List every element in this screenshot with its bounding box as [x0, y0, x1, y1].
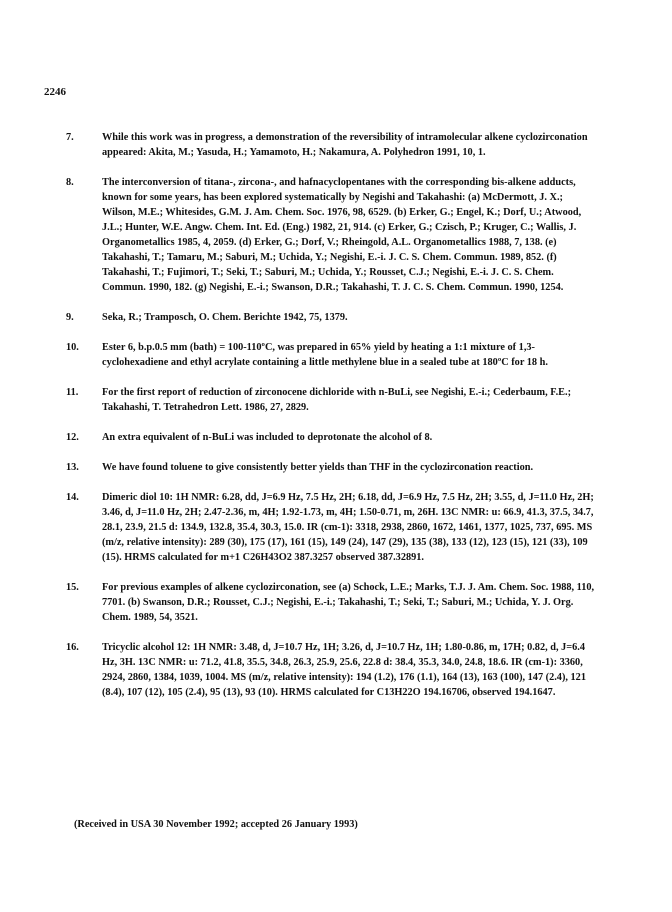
- footnote-text: While this work was in progress, a demonstration of the reversibility of intramolecular alkene cyclozirconation appeared: Akita, M.; Yasuda, H.; Yamamoto, H.; Nakamura, A. Polyhedron 1991, 10, 1.: [102, 132, 588, 158]
- footnote-text: An extra equivalent of n-BuLi was included to deprotonate the alcohol of 8.: [102, 432, 433, 443]
- footnote: [66, 175, 596, 295]
- footnote: [66, 490, 596, 565]
- footnote-number: 16.: [66, 642, 79, 653]
- footnote-number: 13.: [66, 462, 79, 473]
- footnote: [66, 460, 596, 475]
- footnote: [66, 640, 596, 700]
- footnote: [66, 385, 596, 415]
- footnote-number: 14.: [66, 492, 79, 503]
- footnote-number: 7.: [66, 132, 74, 143]
- footnote-text: Tricyclic alcohol 12: 1H NMR: 3.48, d, J=10.7 Hz, 1H; 3.26, d, J=10.7 Hz, 1H; 1.80-0.86, m, 17H; 0.82, d, J=6.4 Hz, 3H. 13C NMR: u: 71.2, 41.8, 35.5, 34.8, 26.3, 25.9, 25.6, 22.8 d: 38.4, 35.3, 34.0, 24.8, 18.6. IR (cm-1): 3360, 2924, 2860, 1384, 1039, 1004. MS (m/z, relative intensity): 194 (1.2), 176 (1.1), 164 (13), 163 (100), 147 (2.4), 121 (8.4), 107 (12), 105 (2.4), 95 (13), 93 (10). HRMS calculated for C13H22O 194.16706, observed 194.1647.: [102, 642, 586, 698]
- footnote: [66, 580, 596, 625]
- received-dates: (Received in USA 30 November 1992; accepted 26 January 1993): [74, 819, 358, 830]
- footnote-text: For previous examples of alkene cyclozirconation, see (a) Schock, L.E.; Marks, T.J. J. Am. Chem. Soc. 1988, 110, 7701. (b) Swanson, D.R.; Rousset, C.J.; Negishi, E.-i.; Takahashi, T.; Seki, T.; Saburi, M.; Uchida, Y. J. Org. Chem. 1989, 54, 3521.: [102, 582, 595, 623]
- footnote-number: 8.: [66, 177, 74, 188]
- footnote-number: 15.: [66, 582, 79, 593]
- footnote-number: 9.: [66, 312, 74, 323]
- footnote-text: Dimeric diol 10: 1H NMR: 6.28, dd, J=6.9 Hz, 7.5 Hz, 2H; 6.18, dd, J=6.9 Hz, 7.5 Hz, 2H; 3.55, d, J=11.0 Hz, 2H; 3.46, d, J=11.0 Hz, 2H; 2.47-2.36, m, 4H; 1.92-1.73, m, 4H; 1.50-0.71, m, 26H. 13C NMR: u: 66.9, 41.3, 37.5, 34.7, 28.1, 23.9, 21.5 d: 134.9, 132.8, 35.4, 30.3, 15.0. IR (cm-1): 3318, 2938, 2860, 1672, 1461, 1377, 1025, 737, 695. MS (m/z, relative intensity): 289 (30), 175 (17), 161 (15), 149 (24), 147 (29), 135 (38), 133 (12), 123 (15), 121 (33), 109 (15). HRMS calculated for m+1 C26H43O2 387.3257 observed 387.32891.: [102, 492, 594, 563]
- footnote-text: The interconversion of titana-, zircona-, and hafnacyclopentanes with the corresponding bis-alkene adducts, known for some years, has been explored systematically by Negishi and Takahashi: (a) McDermott, J. X.; Wilson, M.E.; Whitesides, G.M. J. Am. Chem. Soc. 1976, 98, 6529. (b) Erker, G.; Engel, K.; Dorf, U.; Atwood, J.L.; Hunter, W.E. Angw. Chem. Int. Ed. (Eng.) 1982, 21, 914. (c) Erker, G.; Czisch, P.; Kruger, C.; Wallis, J. Organometallics 1985, 4, 2059. (d) Erker, G.; Dorf, V.; Rheingold, A.L. Organometallics 1988, 7, 138. (e) Takahashi, T.; Tamaru, M.; Saburi, M.; Uchida, Y.; Negishi, E.-i. J. C. S. Chem. Commun. 1989, 852. (f) Takahashi, T.; Fujimori, T.; Seki, T.; Saburi, M.; Uchida, Y.; Rousset, C.J.; Negishi, E.-i. J. C. S. Chem. Commun. 1990, 182. (g) Negishi, E.-i.; Swanson, D.R.; Takahashi, T. J. C. S. Chem. Commun. 1990, 1254.: [102, 177, 582, 293]
- page-number: 2246: [44, 86, 66, 98]
- footnotes-list: [66, 130, 596, 715]
- footnote: [66, 130, 596, 160]
- footnote-text: We have found toluene to give consistently better yields than THF in the cyclozirconation reaction.: [102, 462, 534, 473]
- footnote: [66, 340, 596, 370]
- footnote-text: Ester 6, b.p.0.5 mm (bath) = 100-110ºC, was prepared in 65% yield by heating a 1:1 mixture of 1,3-cyclohexadiene and ethyl acrylate containing a little methylene blue in a sealed tube at 180ºC for 18 h.: [102, 342, 548, 368]
- footnote-number: 10.: [66, 342, 79, 353]
- footnote-number: 11.: [66, 387, 79, 398]
- footnote-number: 12.: [66, 432, 79, 443]
- footnote-text: For the first report of reduction of zirconocene dichloride with n-BuLi, see Negishi, E.-i.; Cederbaum, F.E.; Takahashi, T. Tetrahedron Lett. 1986, 27, 2829.: [102, 387, 572, 413]
- footnote: [66, 430, 596, 445]
- footnote-text: Seka, R.; Tramposch, O. Chem. Berichte 1942, 75, 1379.: [102, 312, 348, 323]
- footnote: [66, 310, 596, 325]
